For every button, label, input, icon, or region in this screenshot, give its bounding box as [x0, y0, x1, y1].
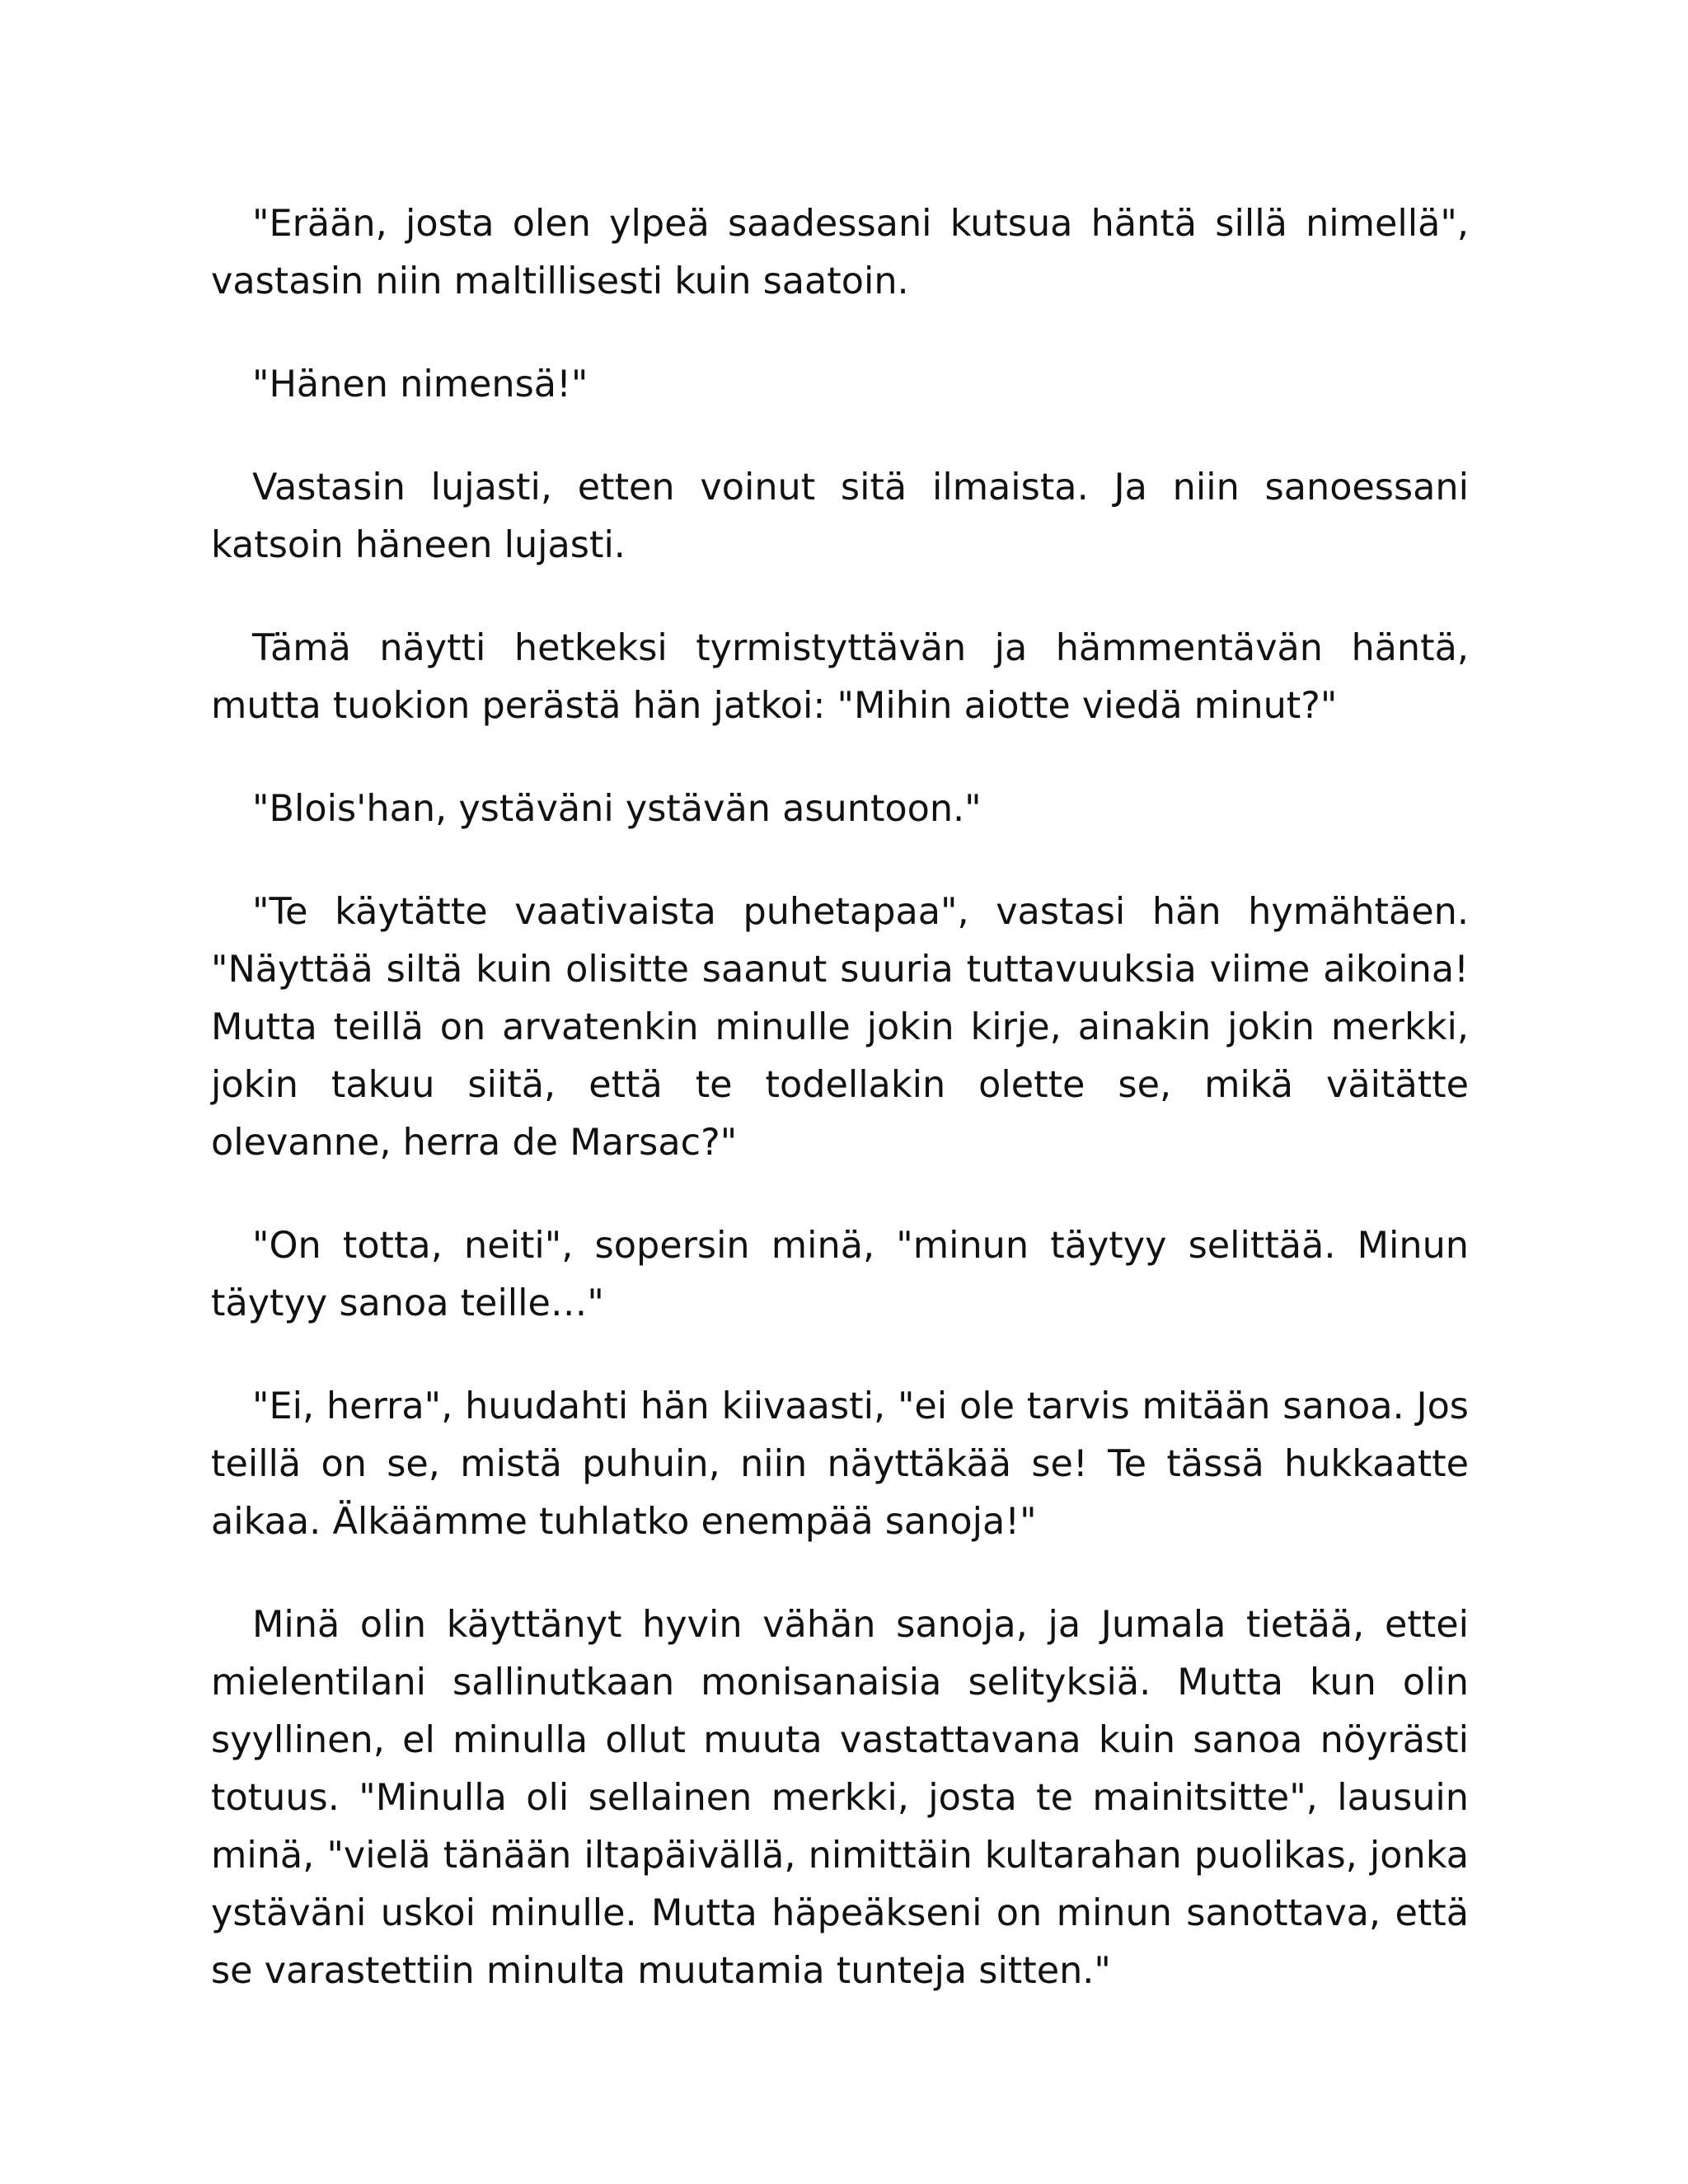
paragraph-7: "On totta, neiti", sopersin minä, "minun täytyy selittää. Minun täytyy sanoa teille…": [211, 1225, 1469, 1324]
paragraph-9: Minä olin käyttänyt hyvin vähän sanoja, ja Jumala tietää, ettei mielentilani sallinutkaan monisanaisia selityksiä. Mutta kun olin syyllinen, el minulla ollut muuta vastattavana kuin sanoa nöyrästi totuus. "Minulla oli sellainen merkki, josta te mainitsitte", lausuin minä, "vielä tänään iltapäivällä, nimittäin kultarahan puolikas, jonka ystäväni uskoi minulle. Mutta häpeäkseni on minun sanottava, että se varastettiin minulta muutamia tunteja sitten.": [211, 1604, 1469, 1992]
paragraph-3: Vastasin lujasti, etten voinut sitä ilmaista. Ja niin sanoessani katsoin häneen lujasti.: [211, 466, 1469, 566]
paragraph-2: "Hänen nimensä!": [252, 363, 588, 405]
paragraph-8: "Ei, herra", huudahti hän kiivaasti, "ei ole tarvis mitään sanoa. Jos teillä on se, mistä puhuin, niin näyttäkää se! Te tässä hukkaatte aikaa. Älkäämme tuhlatko enempää sanoja!": [211, 1385, 1469, 1543]
paragraph-1: "Erään, josta olen ylpeä saadessani kutsua häntä sillä nimellä", vastasin niin maltillisesti kuin saatoin.: [211, 203, 1469, 302]
paragraph-6: "Te käytätte vaativaista puhetapaa", vastasi hän hymähtäen. "Näyttää siltä kuin olisitte saanut suuria tuttavuuksia viime aikoina! Mutta teillä on arvatenkin minulle jokin kirje, ainakin jokin merkki, jokin takuu siitä, että te todellakin olette se, mikä väitätte olevanne, herra de Marsac?": [211, 891, 1469, 1164]
paragraph-5: "Blois'han, ystäväni ystävän asuntoon.": [252, 788, 982, 830]
paragraph-4: Tämä näytti hetkeksi tyrmistyttävän ja hämmentävän häntä, mutta tuokion perästä hän jatkoi: "Mihin aiotte viedä minut?": [211, 627, 1469, 727]
book-page: [211, 195, 1469, 2000]
